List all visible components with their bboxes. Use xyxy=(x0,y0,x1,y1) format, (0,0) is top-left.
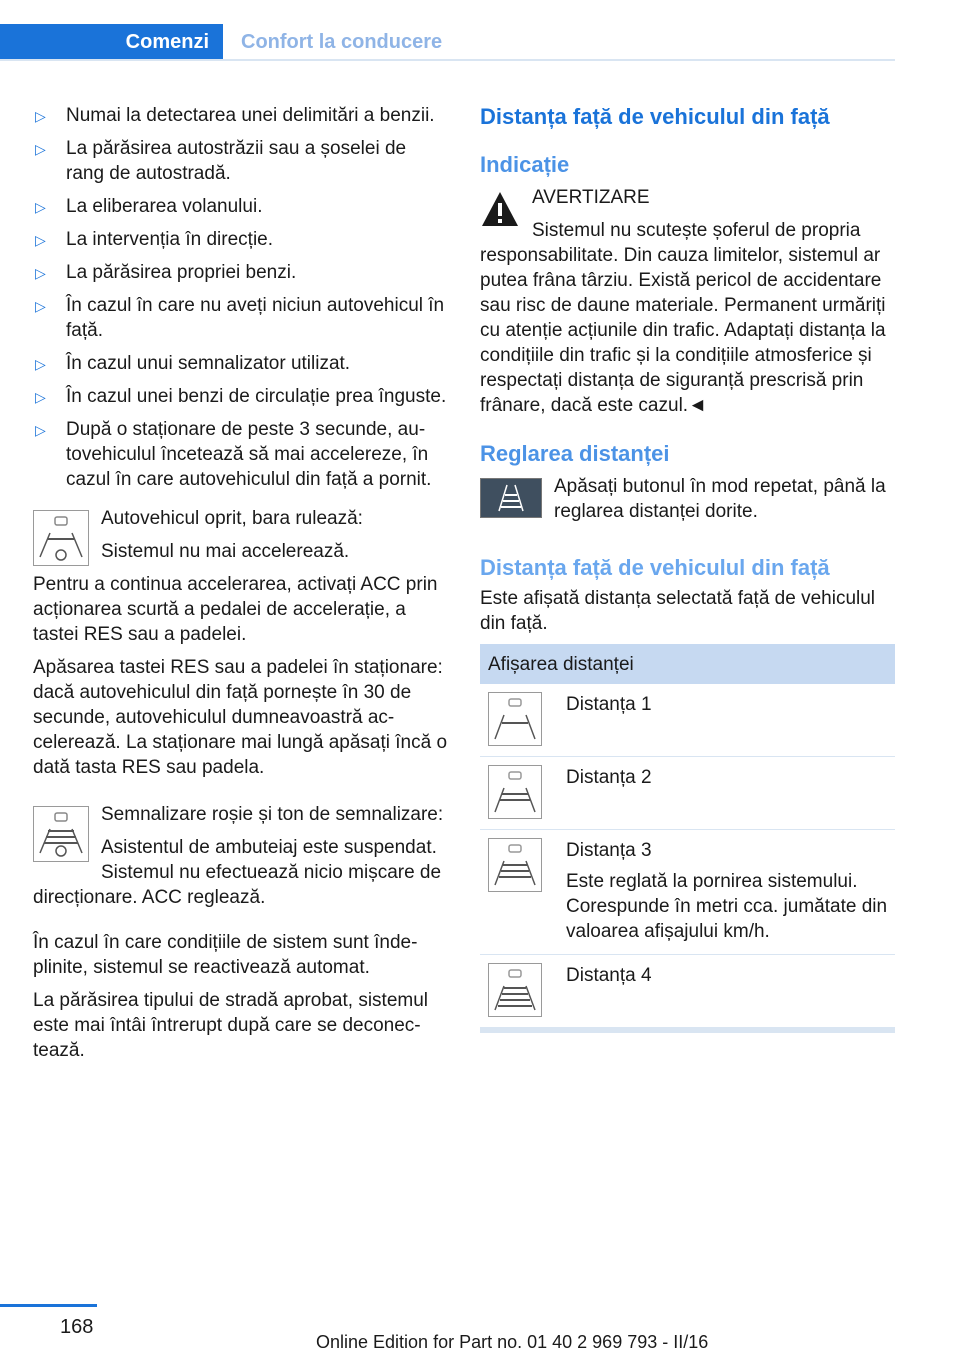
footer-divider xyxy=(0,1304,97,1307)
triangle-bullet-icon: ▷ xyxy=(35,141,46,157)
lane-assist-warning-icon xyxy=(33,806,89,862)
adjust-heading: Reglarea distanței xyxy=(480,441,670,466)
distance-4-icon xyxy=(488,963,542,1017)
stopped-vehicle-block: Autovehicul oprit, bara rulează: Sistemul nu mai accelerează. Pentru a continua accelerarea, activați ACC prin acționarea scurtă a pedalei de accelerație, a tastei RES sau a padelei. xyxy=(33,508,438,645)
triangle-bullet-icon: ▷ xyxy=(35,232,46,248)
list-item: ▷ În cazul unui semnalizator utilizat. xyxy=(33,351,449,376)
triangle-bullet-icon: ▷ xyxy=(35,389,46,405)
triangle-bullet-icon: ▷ xyxy=(35,356,46,372)
page-number: 168 xyxy=(60,1316,94,1338)
list-item: ▷ La intervenția în direcție. xyxy=(33,227,449,252)
section-tab-inactive: Confort la conducere xyxy=(241,31,443,53)
red-signal-block: Semnalizare roșie și ton de semnalizare: Asistentul de ambuteiaj este suspendat. Sistemul nu efectuează nicio mișcare de direcționare. ACC reglează. xyxy=(33,804,444,908)
note-heading: Indicație xyxy=(480,152,570,177)
distance-table xyxy=(480,644,895,1033)
lane-assist-gray-icon xyxy=(33,510,89,566)
warning-label: AVERTIZARE xyxy=(532,187,650,208)
distance-2-icon xyxy=(488,765,542,819)
list-item: ▷ După o staționare de peste 3 secunde, autovehiculul încetează să mai accelereze, în cazul în care autovehiculul din față a pornit. xyxy=(35,419,432,490)
list-item: ▷ La părăsirea propriei benzi. xyxy=(33,260,449,285)
left-column xyxy=(33,103,449,1071)
list-item: ▷ La eliberarea volanului. xyxy=(33,194,449,219)
triangle-bullet-icon: ▷ xyxy=(35,199,46,215)
triangle-bullet-icon: ▷ xyxy=(35,298,46,314)
triangle-bullet-icon: ▷ xyxy=(35,422,46,438)
warning-text: Sistemul nu scutește șoferul de propria responsabilitate. Din cauza limitelor, sistemul ar putea frâna târziu. Există pericol de accidentare sau risc de daune materiale. Permanent urmăriți cu atenție acțiunile din trafic. Adaptați distanța la condițiile din trafic și la condițiile atmosferice și respectați distanța de siguranță prescrisă prin frânare, dacă este cazul.◄ xyxy=(480,220,886,416)
distance-heading: Distanța față de vehiculul din față xyxy=(480,555,830,580)
road-type-paragraph: La părăsirea tipului de stradă aprobat, sistemul este mai întâi întrerupt după care se deconectează. xyxy=(33,990,429,1061)
table-row: Distanța 1 xyxy=(480,684,895,757)
section-title: Distanța față de vehiculul din față xyxy=(480,104,830,129)
triangle-bullet-icon: ▷ xyxy=(35,265,46,281)
edition-note: Online Edition for Part no. 01 40 2 969 793 - II/16 xyxy=(316,1332,709,1352)
list-item: ▷ Numai la detectarea unei delimitări a benzii. xyxy=(33,103,449,128)
table-row: Distanța 3 Este reglată la pornirea sistemului. Corespunde în metri cca. jumătate din valoarea afișajului km/h. xyxy=(480,830,895,955)
res-paragraph: Apăsarea tastei RES sau a padelei în staționare: dacă autovehiculul din față pornește în 30 de secunde, autovehiculul dumneavoastră accelerează. La staționare mai lungă apăsați încă o dată tasta RES sau padela. xyxy=(33,657,448,778)
adjust-block: Apăsați butonul în mod repetat, până la reglarea distanței dorite. xyxy=(480,474,895,532)
right-column xyxy=(480,103,895,1033)
table-row: Distanța 4 xyxy=(480,955,895,1031)
list-item: ▷ În cazul în care nu aveți niciun autovehicul în față. xyxy=(35,295,445,341)
conditions-list xyxy=(33,103,449,492)
header-divider xyxy=(0,59,895,61)
warning-block xyxy=(480,185,895,418)
reactivation-paragraph: În cazul în care condițiile de sistem sunt îndeplinite, sistemul se reactivează automat. xyxy=(33,932,418,978)
list-item: ▷ La părăsirea autostrăzii sau a șoselei de rang de autostradă. xyxy=(35,138,407,184)
distance-button-icon xyxy=(480,478,542,518)
distance-3-icon xyxy=(488,838,542,892)
distance-description: Este afișată distanța selectată față de vehiculul din față. xyxy=(480,588,876,634)
list-item: ▷ În cazul unei benzi de circulație prea înguste. xyxy=(33,384,449,409)
table-header: Afișarea distanței xyxy=(480,644,895,684)
triangle-bullet-icon: ▷ xyxy=(35,108,46,124)
section-tab-active: Comenzi xyxy=(0,24,223,61)
warning-triangle-icon xyxy=(480,189,520,229)
table-row: Distanța 2 xyxy=(480,757,895,830)
distance-1-icon xyxy=(488,692,542,746)
